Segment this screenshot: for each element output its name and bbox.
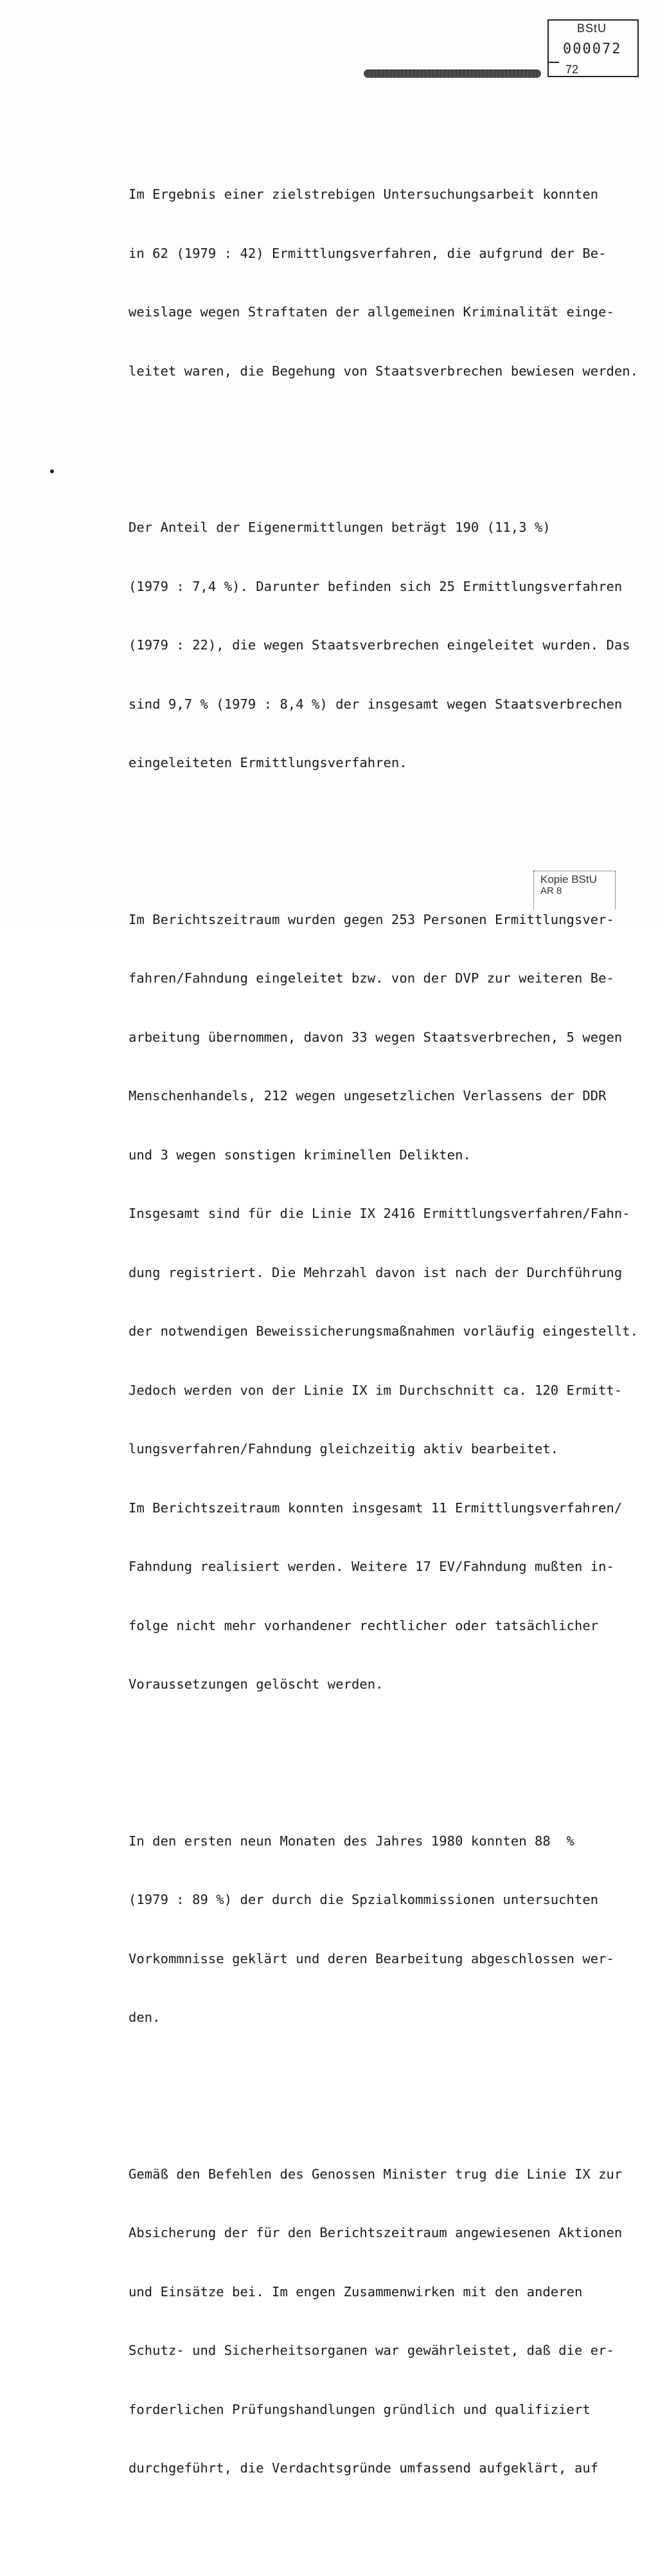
archive-stamp-divider: [549, 62, 559, 63]
text-line: Voraussetzungen gelöscht werden.: [129, 1676, 384, 1692]
text-line: lungsverfahren/Fahndung gleichzeitig aktiv bearbeitet.: [129, 1441, 559, 1456]
paragraph: [129, 2125, 643, 2517]
text-line: weislage wegen Straftaten der allgemeinen Kriminalität einge-: [129, 304, 614, 320]
text-line: arbeitung übernommen, davon 33 wegen Staatsverbrechen, 5 wegen: [129, 1029, 623, 1045]
text-line: Gemäß den Befehlen des Genossen Minister trug die Linie IX zur: [129, 2166, 623, 2182]
text-line: Im Ergebnis einer zielstrebigen Untersuchungsarbeit konnten: [129, 186, 599, 202]
copy-stamp-line2: AR 8: [540, 885, 562, 896]
archive-stamp-page: 72: [565, 63, 579, 76]
text-line: eingeleiteten Ermittlungsverfahren.: [129, 755, 407, 770]
archive-stamp-number: 000072: [563, 41, 622, 57]
text-line: (1979 : 7,4 %). Darunter befinden sich 25 Ermittlungsverfahren: [129, 578, 623, 594]
text-line: (1979 : 22), die wegen Staatsverbrechen eingeleitet wurden. Das: [129, 637, 630, 653]
text-line: der notwendigen Beweissicherungsmaßnahmen vorläufig eingestellt.: [129, 1323, 639, 1339]
text-line: und Einsätze bei. Im engen Zusammenwirken mit den anderen: [129, 2283, 583, 2299]
copy-stamp-line1: Kopie BStU: [540, 873, 597, 885]
archive-stamp: [547, 19, 639, 77]
text-line: Absicherung der für den Berichtszeitraum angewiesenen Aktionen: [129, 2225, 623, 2240]
archive-stamp-label: BStU: [577, 22, 607, 35]
text-line: fahren/Fahndung eingeleitet bzw. von der DVP zur weiteren Be-: [129, 970, 614, 986]
paragraph: [129, 1792, 643, 2067]
document-body: [129, 106, 643, 2576]
text-line: folge nicht mehr vorhandener rechtlicher oder tatsächlicher: [129, 1617, 599, 1633]
redaction-bar: [364, 69, 541, 78]
text-line: Der Anteil der Eigenermittlungen beträgt 190 (11,3 %): [129, 520, 551, 535]
text-line: in 62 (1979 : 42) Ermittlungsverfahren, die aufgrund der Be-: [129, 245, 607, 261]
text-line: sind 9,7 % (1979 : 8,4 %) der insgesamt wegen Staatsverbrechen: [129, 696, 623, 712]
text-line: den.: [129, 2009, 161, 2025]
text-line: In den ersten neun Monaten des Jahres 1980 konnten 88 %: [129, 1833, 574, 1849]
text-line: Fahndung realisiert werden. Weitere 17 EV/Fahndung mußten in-: [129, 1559, 614, 1574]
scan-speck: [50, 469, 54, 473]
paragraph: [129, 478, 643, 812]
text-line: Im Berichtszeitraum konnten insgesamt 11 Ermittlungsverfahren/: [129, 1500, 623, 1516]
text-line: forderlichen Prüfungshandlungen gründlich und qualifiziert: [129, 2401, 591, 2417]
text-line: und 3 wegen sonstigen kriminellen Delikten.: [129, 1147, 471, 1163]
text-line: Jedoch werden von der Linie IX im Durchschnitt ca. 120 Ermitt-: [129, 1382, 623, 1398]
copy-stamp: [533, 871, 616, 909]
text-line: Im Berichtszeitraum wurden gegen 253 Personen Ermittlungsver-: [129, 911, 614, 927]
paragraph: [129, 145, 643, 420]
text-line: Insgesamt sind für die Linie IX 2416 Ermittlungsverfahren/Fahn-: [129, 1206, 630, 1221]
text-line: (1979 : 89 %) der durch die Spzialkommissionen untersuchten: [129, 1892, 599, 1907]
paragraph: [129, 871, 643, 1734]
text-line: Menschenhandels, 212 wegen ungesetzlichen Verlassens der DDR: [129, 1088, 607, 1103]
text-line: dung registriert. Die Mehrzahl davon ist nach der Durchführung: [129, 1264, 623, 1280]
text-line: Schutz- und Sicherheitsorganen war gewährleistet, daß die er-: [129, 2343, 614, 2358]
text-line: durchgeführt, die Verdachtsgründe umfassend aufgeklärt, auf: [129, 2460, 599, 2476]
text-line: leitet waren, die Begehung von Staatsverbrechen bewiesen werden.: [129, 363, 639, 379]
text-line: Vorkommnisse geklärt und deren Bearbeitung abgeschlossen wer-: [129, 1950, 614, 1966]
